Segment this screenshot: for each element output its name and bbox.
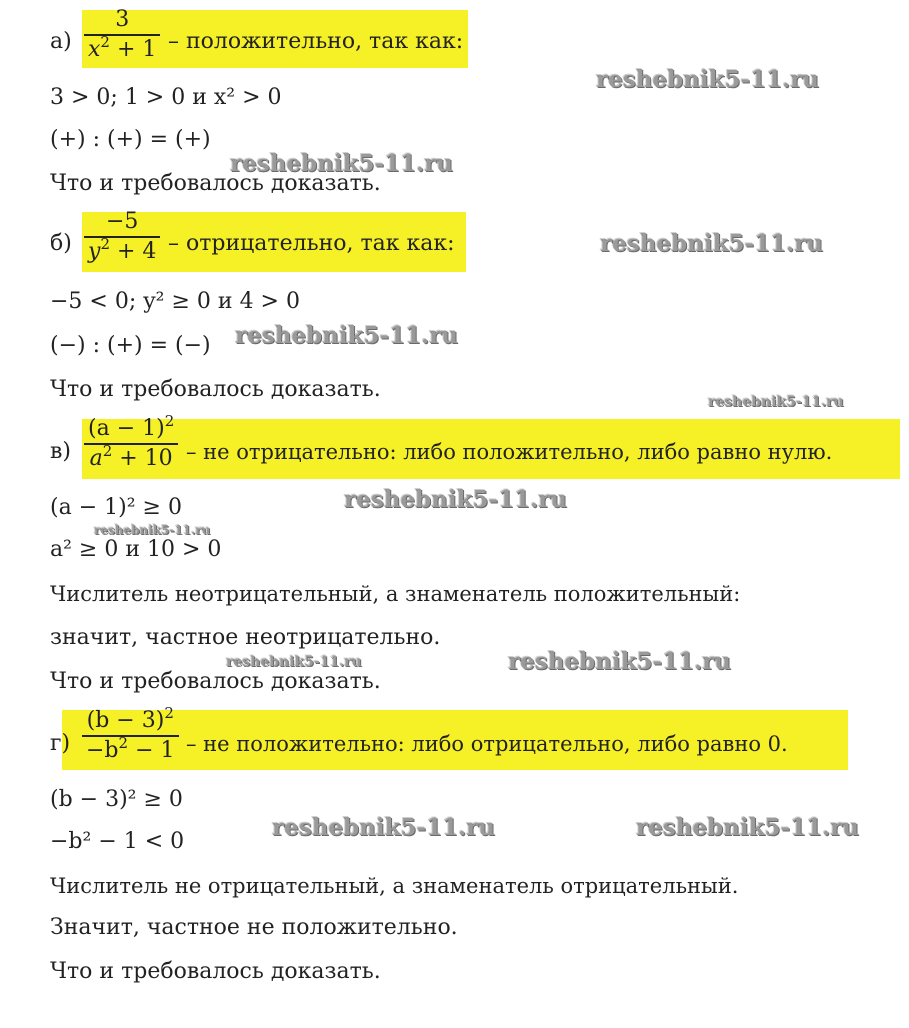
part-a-label: а) [50,29,72,54]
part-c-statement: – не отрицательно: либо положительно, либо равно нулю. [186,440,833,464]
part-a-conclusion: Что и требовалось доказать. [50,171,381,196]
fraction-d [82,704,179,763]
part-c-conclusion: Что и требовалось доказать. [50,669,381,694]
part-d-line-4: Значит, частное не положительно. [50,915,458,940]
fraction-c-numerator: $(a - 1)^2$ [88,412,175,441]
part-c-line-2: a² ≥ 0 и 10 > 0 [50,537,222,562]
part-c-line-1: (a − 1)² ≥ 0 [50,495,182,520]
part-d-line-2: −b² − 1 < 0 [50,829,185,854]
watermark: reshebnik5-11.ru [226,654,362,670]
watermark: reshebnik5-11.ru [230,150,453,177]
watermark: reshebnik5-11.ru [600,230,823,257]
part-b-conclusion: Что и требовалось доказать. [50,377,381,402]
fraction-b-numerator: −5 [105,209,139,234]
watermark: reshebnik5-11.ru [708,394,844,410]
watermark: reshebnik5-11.ru [344,486,567,513]
part-a-statement: – положительно, так как: [168,29,464,54]
fraction-a [84,8,160,62]
fraction-d-numerator: $(b - 3)^2$ [86,704,174,733]
part-b-statement: – отрицательно, так как: [168,231,455,256]
part-d-label: г) [50,731,71,756]
part-a-line-1: 3 > 0; 1 > 0 и x² > 0 [50,85,282,110]
part-b-label: б) [50,231,72,256]
watermark: reshebnik5-11.ru [94,523,211,537]
fraction-c-denominator: $a^2 + 10$ [89,441,173,471]
part-d-conclusion: Что и требовалось доказать. [50,959,381,984]
fraction-c [84,412,178,471]
fraction-a-numerator: 3 [115,7,130,32]
part-c-line-4: значит, частное неотрицательно. [50,625,441,650]
watermark: reshebnik5-11.ru [596,66,819,93]
fraction-b [84,210,160,264]
part-b-line-1: −5 < 0; y² ≥ 0 и 4 > 0 [50,289,300,314]
part-d-line-1: (b − 3)² ≥ 0 [50,787,183,812]
fraction-b-denominator: $y^2 + 4$ [88,234,157,264]
part-a-line-2: (+) : (+) = (+) [50,127,211,152]
part-c-line-3: Числитель неотрицательный, а знаменатель положительный: [50,582,741,606]
fraction-d-denominator: $-b^2 - 1$ [86,733,175,763]
part-b-line-2: (−) : (+) = (−) [50,333,211,358]
part-d-statement: – не положительно: либо отрицательно, либо равно 0. [186,732,788,756]
watermark: reshebnik5-11.ru [508,648,731,675]
watermark: reshebnik5-11.ru [272,814,495,841]
watermark: reshebnik5-11.ru [235,322,458,349]
fraction-a-denominator: $x^2 + 1$ [88,32,157,62]
part-d-line-3: Числитель не отрицательный, а знаменатель отрицательный. [50,874,739,898]
watermark: reshebnik5-11.ru [636,814,859,841]
part-c-label: в) [50,439,71,464]
